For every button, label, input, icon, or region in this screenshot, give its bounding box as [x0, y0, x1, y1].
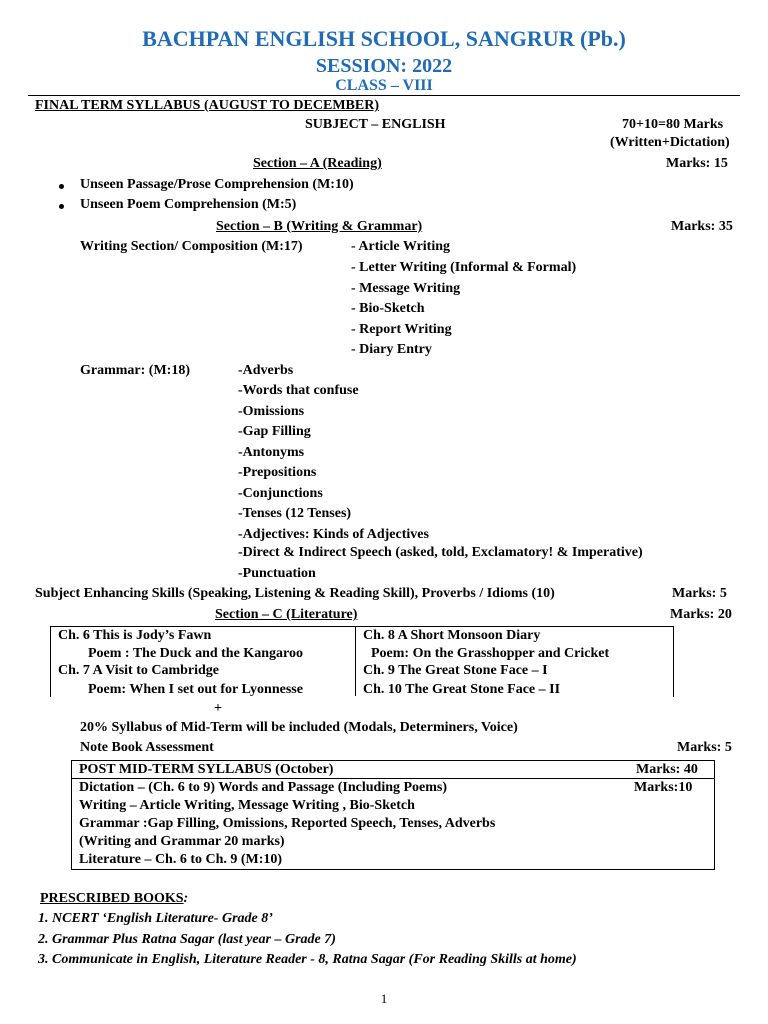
grammar-item: -Punctuation: [238, 566, 316, 581]
literature-chapter: Ch. 7 A Visit to Cambridge: [58, 663, 220, 678]
grammar-item: -Omissions: [238, 404, 305, 419]
session-title: SESSION: 2022: [315, 55, 453, 77]
literature-poem: Poem: On the Grasshopper and Cricket: [371, 646, 610, 661]
books-heading: [40, 891, 188, 907]
literature-table-divider: [355, 626, 356, 696]
grammar-item: -Words that confuse: [238, 383, 359, 398]
section-a-title: Section – A (Reading): [253, 156, 382, 171]
bullet-icon: [59, 184, 64, 189]
class-title: CLASS – VIII: [335, 77, 433, 94]
grammar-item: -Direct & Indirect Speech (asked, told, Exclamatory! & Imperative): [238, 545, 643, 560]
writing-section-label: Writing Section/ Composition (M:17): [80, 239, 303, 254]
literature-chapter: Ch. 10 The Great Stone Face – II: [363, 682, 561, 697]
plus-sign: +: [214, 701, 222, 716]
post-mid-term-line: Dictation – (Ch. 6 to 9) Words and Passage (Including Poems): [79, 780, 448, 795]
post-mid-term-line: Grammar :Gap Filling, Omissions, Reported Speech, Tenses, Adverbs: [79, 816, 496, 831]
books-heading-colon: :: [183, 891, 189, 906]
grammar-item: -Adjectives: Kinds of Adjectives: [238, 527, 429, 542]
literature-poem: Poem: When I set out for Lyonnesse: [88, 682, 303, 697]
total-marks: 70+10=80 Marks: [622, 117, 724, 132]
section-b-title: Section – B (Writing & Grammar): [216, 219, 423, 234]
writing-item: - Letter Writing (Informal & Formal): [351, 260, 577, 275]
page-number: 1: [380, 991, 388, 1006]
book-item: 2. Grammar Plus Ratna Sagar (last year – Grade 7): [38, 932, 336, 947]
grammar-item: -Prepositions: [238, 465, 317, 480]
writing-item: - Report Writing: [351, 322, 452, 337]
literature-poem: Poem : The Duck and the Kangaroo: [88, 646, 303, 661]
section-c-marks: Marks: 20: [670, 607, 732, 622]
school-name: BACHPAN ENGLISH SCHOOL, SANGRUR (Pb.): [142, 26, 626, 51]
section-a-marks: Marks: 15: [666, 156, 728, 171]
books-heading-text: PRESCRIBED BOOKS: [40, 891, 184, 906]
section-a-item: Unseen Passage/Prose Comprehension (M:10): [80, 177, 354, 192]
grammar-item: -Antonyms: [238, 445, 305, 460]
literature-chapter: Ch. 9 The Great Stone Face – I: [363, 663, 548, 678]
writing-item: - Bio-Sketch: [351, 301, 425, 316]
syllabus-heading: FINAL TERM SYLLABUS (AUGUST TO DECEMBER): [35, 98, 379, 113]
header-divider: [28, 95, 740, 96]
section-c-title: Section – C (Literature): [215, 607, 358, 622]
writing-item: - Message Writing: [351, 281, 461, 296]
total-marks-note: (Written+Dictation): [610, 135, 730, 150]
post-mid-term-line: (Writing and Grammar 20 marks): [79, 834, 285, 849]
section-a-item: Unseen Poem Comprehension (M:5): [80, 197, 297, 212]
writing-item: - Diary Entry: [351, 342, 432, 357]
section-b-marks: Marks: 35: [671, 219, 733, 234]
grammar-label: Grammar: (M:18): [80, 363, 191, 378]
grammar-item: -Tenses (12 Tenses): [238, 506, 352, 521]
notebook-assessment: Note Book Assessment: [80, 740, 214, 755]
post-mid-term-line: Literature – Ch. 6 to Ch. 9 (M:10): [79, 852, 283, 867]
book-item: 3. Communicate in English, Literature Reader - 8, Ratna Sagar (For Reading Skills at home): [38, 952, 577, 967]
dictation-marks: Marks:10: [634, 780, 693, 795]
post-mid-term-line: Writing – Article Writing, Message Writing , Bio-Sketch: [79, 798, 415, 813]
grammar-item: -Gap Filling: [238, 424, 311, 439]
bullet-icon: [59, 204, 64, 209]
post-mid-term-divider: [71, 778, 715, 779]
post-mid-term-title: POST MID-TERM SYLLABUS (October): [79, 762, 334, 777]
grammar-item: -Adverbs: [238, 363, 294, 378]
grammar-item: -Conjunctions: [238, 486, 323, 501]
book-item: 1. NCERT ‘English Literature- Grade 8’: [38, 911, 273, 926]
midterm-note: 20% Syllabus of Mid-Term will be included (Modals, Determiners, Voice): [80, 720, 518, 735]
enhancing-skills: Subject Enhancing Skills (Speaking, Listening & Reading Skill), Proverbs / Idioms (10): [35, 586, 555, 601]
literature-chapter: Ch. 6 This is Jody’s Fawn: [58, 628, 212, 643]
post-mid-term-marks: Marks: 40: [636, 762, 698, 777]
enhancing-marks: Marks: 5: [672, 586, 727, 601]
literature-chapter: Ch. 8 A Short Monsoon Diary: [363, 628, 541, 643]
writing-item: - Article Writing: [351, 239, 451, 254]
subject-title: SUBJECT – ENGLISH: [305, 117, 446, 132]
notebook-marks: Marks: 5: [677, 740, 732, 755]
